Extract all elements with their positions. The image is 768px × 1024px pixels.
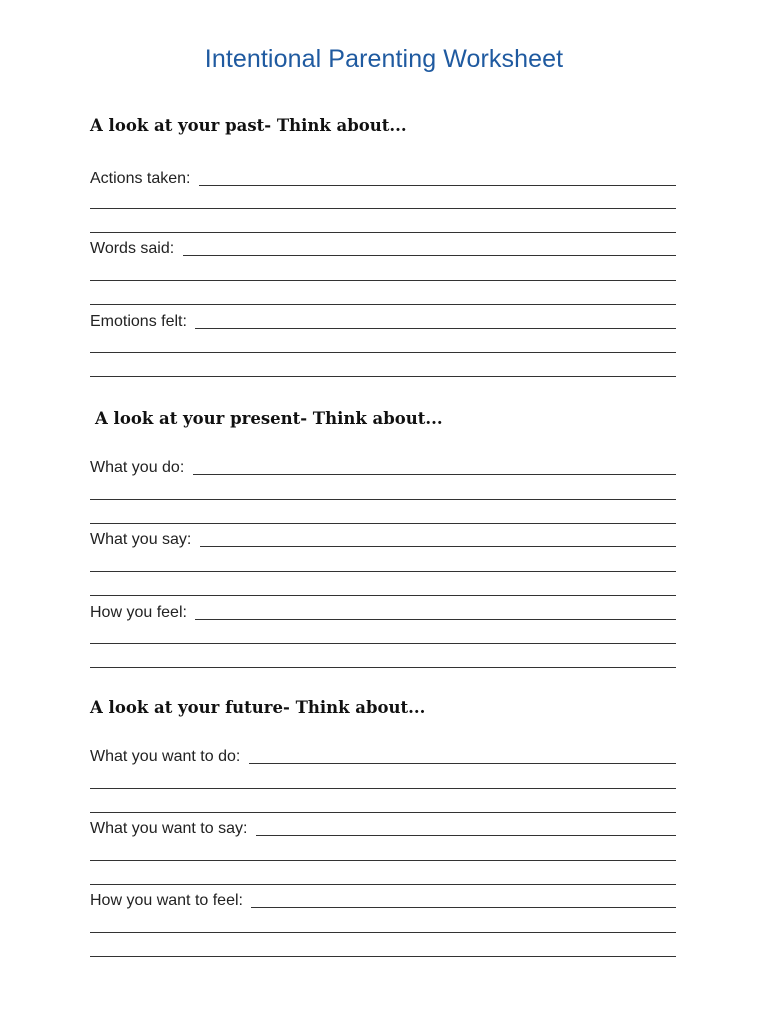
field-want-to-do[interactable] [90, 746, 676, 766]
field-want-to-say[interactable] [90, 818, 676, 838]
answer-line[interactable] [90, 280, 676, 281]
field-label: Emotions felt: [90, 313, 192, 330]
answer-line[interactable] [195, 328, 676, 329]
answer-line[interactable] [90, 667, 676, 668]
field-label: What you want to say: [90, 820, 252, 837]
field-what-you-do[interactable] [90, 457, 676, 477]
answer-line[interactable] [90, 643, 676, 644]
answer-line[interactable] [90, 788, 676, 789]
answer-line[interactable] [256, 835, 676, 836]
answer-line[interactable] [90, 571, 676, 572]
field-label: Actions taken: [90, 170, 195, 187]
field-label: What you do: [90, 459, 189, 476]
answer-line[interactable] [195, 619, 676, 620]
section-heading-past: A look at your past- Think about... [90, 116, 407, 135]
answer-line[interactable] [249, 763, 676, 764]
field-label: How you want to feel: [90, 892, 248, 909]
answer-line[interactable] [90, 304, 676, 305]
answer-line[interactable] [90, 956, 676, 957]
section-heading-future: A look at your future- Think about... [90, 698, 426, 717]
answer-line[interactable] [90, 884, 676, 885]
answer-line[interactable] [90, 232, 676, 233]
page-title: Intentional Parenting Worksheet [204, 45, 564, 73]
field-actions-taken[interactable] [90, 168, 676, 188]
answer-line[interactable] [183, 255, 676, 256]
answer-line[interactable] [251, 907, 676, 908]
field-emotions-felt[interactable] [90, 311, 676, 331]
field-label: What you want to do: [90, 748, 245, 765]
field-what-you-say[interactable] [90, 529, 676, 549]
answer-line[interactable] [90, 932, 676, 933]
answer-line[interactable] [90, 376, 676, 377]
answer-line[interactable] [90, 208, 676, 209]
answer-line[interactable] [90, 860, 676, 861]
answer-line[interactable] [199, 185, 676, 186]
answer-line[interactable] [193, 474, 676, 475]
field-label: Words said: [90, 240, 179, 257]
field-label: How you feel: [90, 604, 192, 621]
answer-line[interactable] [200, 546, 676, 547]
answer-line[interactable] [90, 595, 676, 596]
answer-line[interactable] [90, 523, 676, 524]
answer-line[interactable] [90, 812, 676, 813]
section-heading-present: A look at your present- Think about... [95, 409, 443, 428]
field-label: What you say: [90, 531, 196, 548]
field-want-to-feel[interactable] [90, 890, 676, 910]
field-words-said[interactable] [90, 238, 676, 258]
answer-line[interactable] [90, 352, 676, 353]
answer-line[interactable] [90, 499, 676, 500]
field-how-you-feel[interactable] [90, 602, 676, 622]
